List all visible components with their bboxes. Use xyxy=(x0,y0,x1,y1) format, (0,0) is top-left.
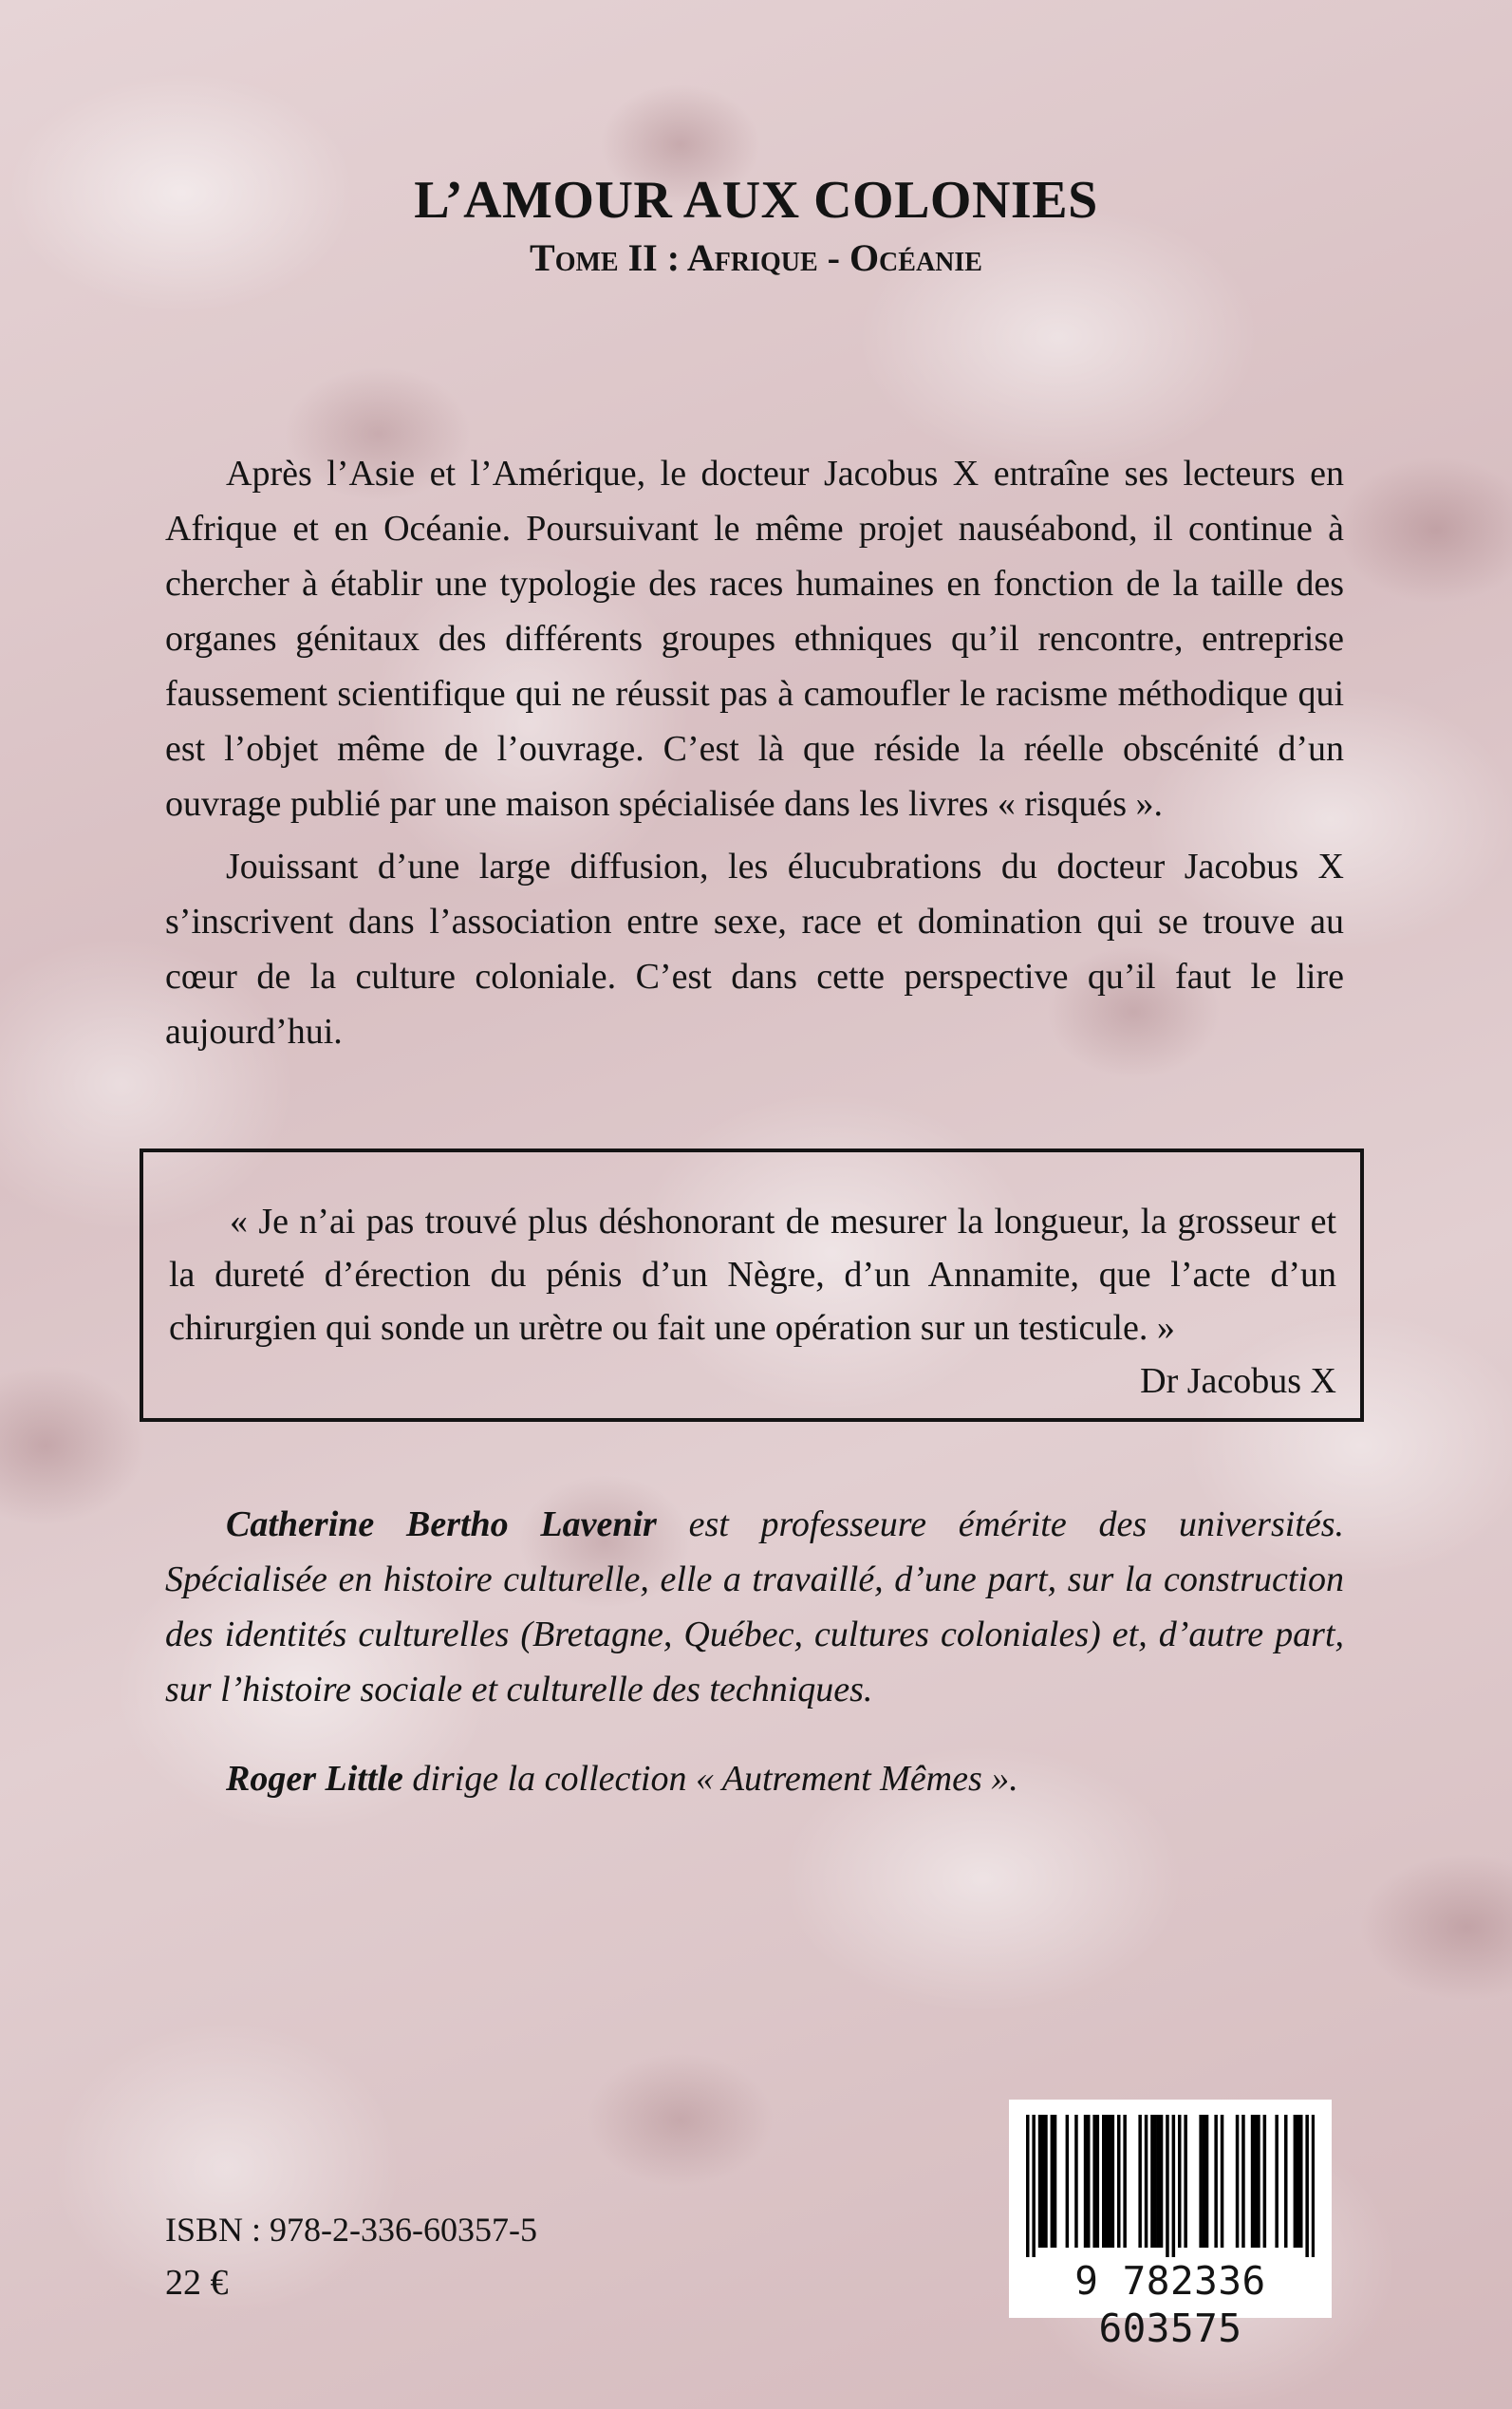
barcode-bar xyxy=(1312,2115,1315,2257)
book-title: L’AMOUR AUX COLONIES xyxy=(414,171,1098,230)
isbn-label: ISBN : 978-2-336-60357-5 xyxy=(165,2211,537,2249)
barcode-bar xyxy=(1284,2115,1288,2248)
barcode-bar xyxy=(1299,2115,1303,2248)
barcode-bar xyxy=(1123,2115,1127,2248)
barcode-bar xyxy=(1087,2115,1091,2248)
barcode-bar xyxy=(1108,2115,1111,2248)
barcode-bar xyxy=(1054,2115,1057,2248)
barcode-bar xyxy=(1026,2115,1030,2257)
barcode-bar xyxy=(1166,2115,1169,2257)
barcode-bar xyxy=(1203,2115,1206,2248)
barcode-bar xyxy=(1257,2115,1260,2248)
barcode-bar xyxy=(1178,2115,1182,2248)
barcode-bar xyxy=(1117,2115,1121,2248)
barcode-bar xyxy=(1275,2115,1279,2248)
barcode-bar xyxy=(1096,2115,1100,2248)
barcode-bar xyxy=(1205,2115,1209,2248)
barcode-digits: 9 782336 603575 xyxy=(1074,2258,1266,2351)
barcode-bar xyxy=(1150,2115,1154,2248)
barcode-bar xyxy=(1102,2115,1106,2248)
summary-text xyxy=(165,446,1344,1059)
quote-text: « Je n’ai pas trouvé plus déshonorant de mesurer la longueur, la grosseur et la dureté d’érection du pénis d’un Nègre, d’un Annamite, que l’acte d’un chirurgien qui sonde un urètre ou fait une opération sur un testicule. » xyxy=(169,1202,1336,1348)
barcode xyxy=(1009,2100,1332,2351)
quote-author: Dr Jacobus X xyxy=(1140,1361,1336,1401)
author-notes xyxy=(165,1497,1344,1806)
barcode-bar xyxy=(1294,2115,1297,2248)
author-name: Catherine Bertho Lavenir xyxy=(226,1504,657,1544)
barcode-bar xyxy=(1051,2115,1055,2248)
barcode-bar xyxy=(1145,2115,1148,2248)
barcode-bar xyxy=(1041,2115,1045,2248)
barcode-bar xyxy=(1138,2115,1142,2248)
barcode-bar xyxy=(1263,2115,1267,2248)
barcode-bar xyxy=(1105,2115,1109,2248)
barcode-bar xyxy=(1092,2115,1096,2248)
author-bio xyxy=(165,1497,1344,1717)
barcode-bar xyxy=(1199,2115,1203,2248)
barcode-bar xyxy=(1236,2115,1240,2248)
barcode-bar xyxy=(1241,2115,1245,2248)
barcode-bar xyxy=(1066,2115,1070,2248)
barcode-bar xyxy=(1153,2115,1157,2248)
barcode-bar xyxy=(1074,2115,1078,2248)
barcode-bar xyxy=(1111,2115,1115,2248)
book-subtitle: Tome II : Afrique - Océanie xyxy=(530,236,982,279)
collection-director xyxy=(165,1751,1344,1806)
summary-paragraph: Après l’Asie et l’Amérique, le docteur Jacobus X entraîne ses lecteurs en Afrique et en Océanie. Poursuivant le même projet nauséabond, il continue à chercher à établir une typologie des races humaines en fonction de la taille des organes génitaux des différents groupes ethniques qu’il rencontre, entreprise faussement scientifique qui ne réussit pas à camoufler le racisme méthodique qui est l’objet même de l’ouvrage. C’est là que réside la réelle obscénité d’un ouvrage publié par une maison spécialisée dans les livres « risqués ». xyxy=(165,454,1344,824)
author-bio-text: est professeure émérite des universités. Spécialisée en histoire culturelle, elle a travaillé, d’une part, sur la construction des identités culturelles (Bretagne, Québec, cultures coloniales) et, d’autre part, sur l’histoire sociale et culturelle des techniques. xyxy=(165,1504,1344,1709)
barcode-bar xyxy=(1254,2115,1258,2248)
barcode-bar xyxy=(1221,2115,1224,2248)
barcode-bar xyxy=(1084,2115,1088,2248)
barcode-bars xyxy=(1026,2115,1315,2257)
barcode-bar xyxy=(1157,2115,1161,2248)
barcode-bar xyxy=(1297,2115,1300,2248)
barcode-bar xyxy=(1214,2115,1218,2248)
barcode-bar xyxy=(1251,2115,1255,2248)
quote-box xyxy=(140,1148,1364,1422)
director-text: dirige la collection « Autrement Mêmes ». xyxy=(402,1759,1018,1799)
summary-paragraph: Jouissant d’une large diffusion, les élucubrations du docteur Jacobus X s’inscrivent dans l’association entre sexe, race et domination qui se trouve au cœur de la culture coloniale. C’est dans cette perspective qu’il faut le lire aujourd’hui. xyxy=(165,847,1344,1052)
price-label: 22 € xyxy=(165,2263,229,2303)
barcode-bar xyxy=(1032,2115,1036,2257)
barcode-bar xyxy=(1038,2115,1042,2248)
barcode-bar xyxy=(1172,2115,1176,2257)
barcode-bar xyxy=(1305,2115,1309,2257)
barcode-bar xyxy=(1184,2115,1187,2248)
director-name: Roger Little xyxy=(226,1759,403,1799)
title-block xyxy=(0,169,1512,285)
barcode-bar xyxy=(1044,2115,1048,2248)
barcode-bar xyxy=(1160,2115,1164,2248)
